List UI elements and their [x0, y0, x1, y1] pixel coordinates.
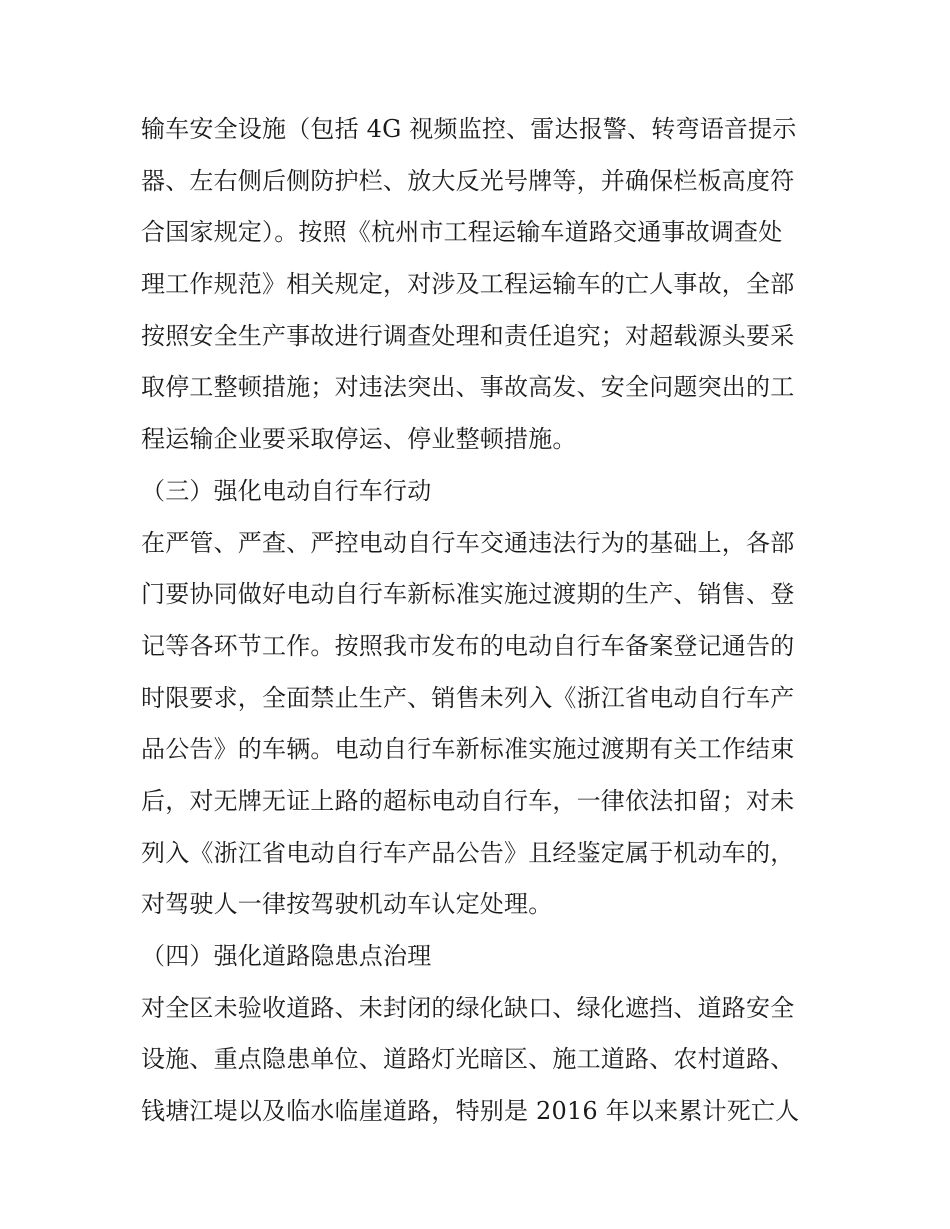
section-heading: （三）强化电动自行车行动: [141, 476, 432, 505]
paragraph-line: 品公告》的车辆。电动自行车新标准实施过渡期有关工作结束: [141, 735, 795, 764]
paragraph-line: 程运输企业要采取停运、停业整顿措施。: [141, 425, 577, 454]
document-body: [141, 104, 821, 1138]
paragraph-line: 后，对无牌无证上路的超标电动自行车，一律依法扣留；对未: [141, 786, 795, 815]
paragraph-line: 列入《浙江省电动自行车产品公告》且经鉴定属于机动车的，: [141, 838, 795, 867]
paragraph-line: 钱塘江堤以及临水临崖道路，特别是 2016 年以来累计死亡人: [141, 1097, 800, 1126]
paragraph-line: 对驾驶人一律按驾驶机动车认定处理。: [141, 890, 553, 919]
paragraph-line: 门要协同做好电动自行车新标准实施过渡期的生产、销售、登: [141, 580, 795, 609]
paragraph-line: 对全区未验收道路、未封闭的绿化缺口、绿化遮挡、道路安全: [141, 993, 795, 1022]
paragraph-line: 记等各环节工作。按照我市发布的电动自行车备案登记通告的: [141, 631, 795, 660]
paragraph-line: 合国家规定）。按照《杭州市工程运输车道路交通事故调查处: [141, 218, 783, 247]
paragraph-line: 按照安全生产事故进行调查处理和责任追究；对超载源头要采: [141, 321, 795, 350]
paragraph-line: 设施、重点隐患单位、道路灯光暗区、施工道路、农村道路、: [141, 1045, 795, 1074]
paragraph-line: 器、左右侧后侧防护栏、放大反光号牌等，并确保栏板高度符: [141, 166, 795, 195]
paragraph-line: 取停工整顿措施；对违法突出、事故高发、安全问题突出的工: [141, 373, 795, 402]
paragraph-line: 时限要求，全面禁止生产、销售未列入《浙江省电动自行车产: [141, 683, 795, 712]
section-heading: （四）强化道路隐患点治理: [141, 942, 432, 970]
paragraph-line: 理工作规范》相关规定，对涉及工程运输车的亡人事故，全部: [141, 270, 795, 299]
paragraph-line: 输车安全设施（包括 4G 视频监控、雷达报警、转弯语音提示: [141, 115, 797, 143]
paragraph-line: 在严管、严查、严控电动自行车交通违法行为的基础上，各部: [141, 528, 795, 557]
